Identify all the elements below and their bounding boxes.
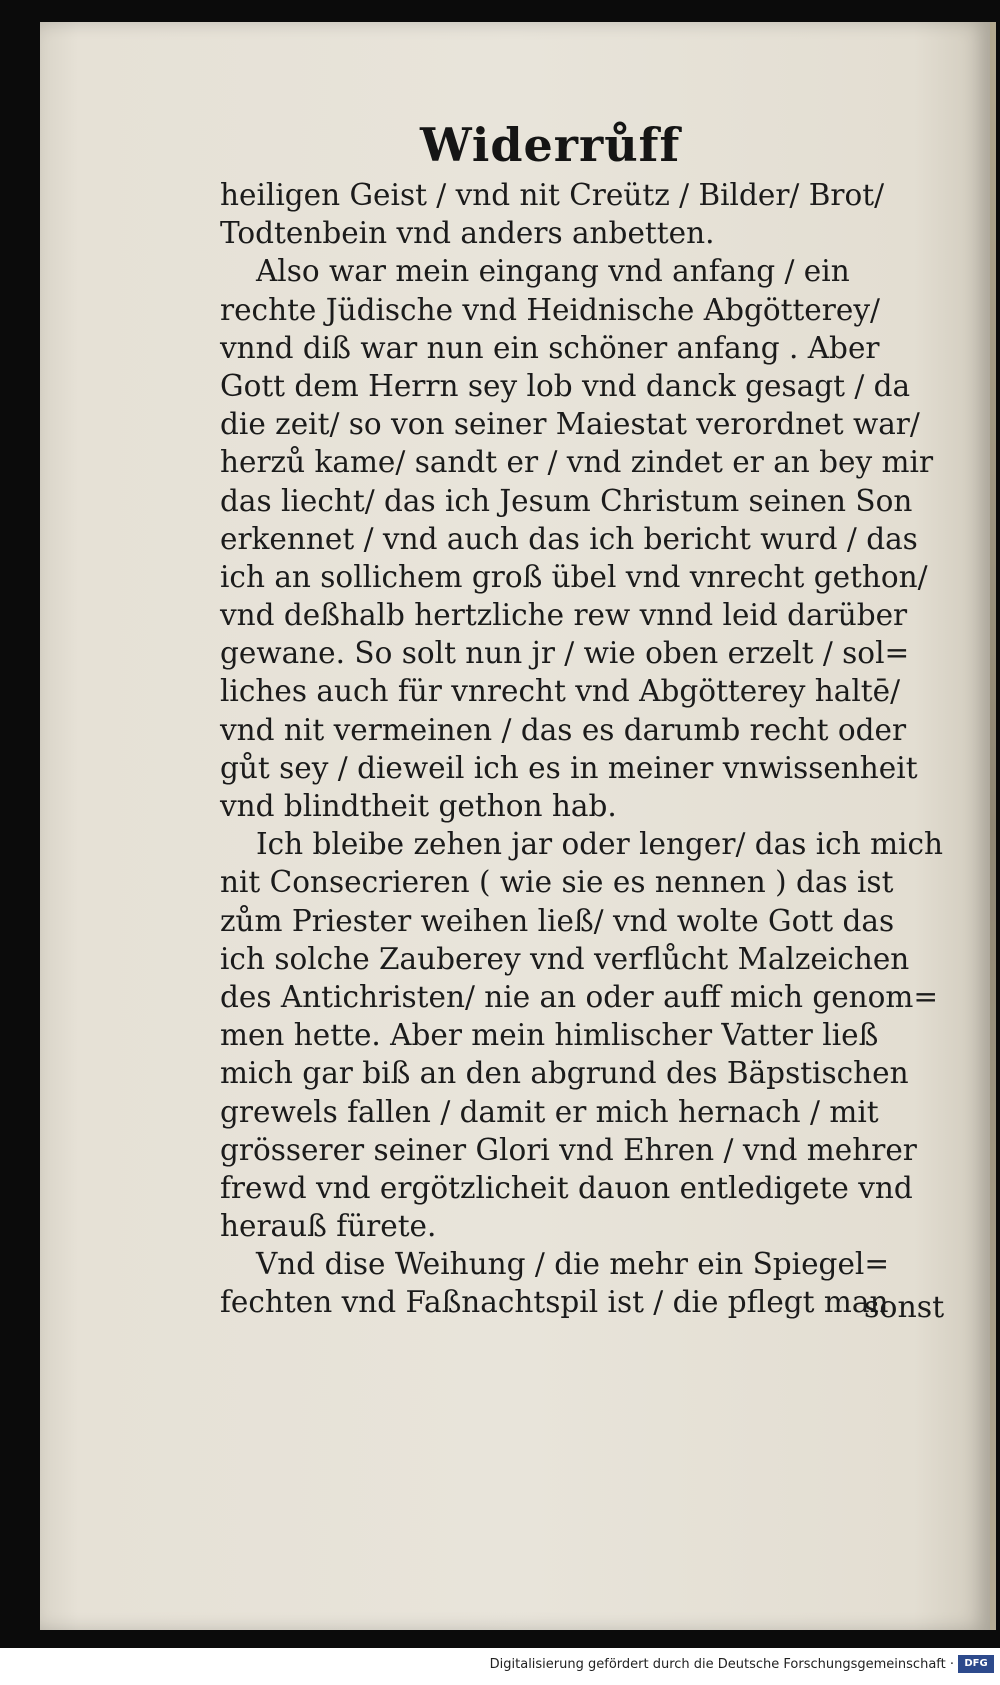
text-line: vnnd diß war nun ein schöner anfang . Aber (220, 330, 880, 365)
text-line: Gott dem Herrn sey lob vnd danck gesagt / da (220, 368, 911, 403)
text-line: grewels fallen / damit er mich hernach / mit (220, 1094, 879, 1129)
text-line: grösserer seiner Glori vnd Ehren / vnd mehrer (220, 1132, 917, 1167)
text-line: frewd vnd ergötzlicheit dauon entledigete vnd (220, 1170, 913, 1205)
text-block (220, 176, 944, 1322)
text-line: ich an sollichem groß übel vnd vnrecht gethon/ (220, 559, 928, 594)
text-line: zům Priester weihen ließ/ vnd wolte Gott das (220, 903, 895, 938)
dfg-logo-icon: DFG (958, 1655, 994, 1673)
text-line: Todtenbein vnd anders anbetten. (220, 216, 715, 251)
page-edge (990, 22, 996, 1630)
text-line: men hette. Aber mein himlischer Vatter ließ (220, 1018, 879, 1053)
text-line: ich solche Zauberey vnd verflůcht Malzeichen (220, 941, 910, 976)
text-line: das liecht/ das ich Jesum Christum seinen Son (220, 483, 913, 518)
catchword: sonst (864, 1290, 945, 1325)
text-line: vnd blindtheit gethon hab. (220, 789, 617, 823)
text-line: die zeit/ so von seiner Maiestat verordnet war/ (220, 407, 920, 442)
text-line: vnd deßhalb hertzliche rew vnnd leid darüber (220, 598, 908, 633)
footer-credit: Digitalisierung gefördert durch die Deutsche Forschungsgemeinschaft · (489, 1657, 954, 1672)
text-line: liches auch für vnrecht vnd Abgötterey haltē/ (220, 674, 901, 709)
text-line: Vnd dise Weihung / die mehr ein Spiegel= (256, 1247, 890, 1282)
text-line: Also war mein eingang vnd anfang / ein (256, 254, 850, 289)
text-line: fechten vnd Faßnachtspil ist / die pflegt man (220, 1285, 889, 1320)
text-line: heiligen Geist / vnd nit Creütz / Bilder/ Brot/ (220, 178, 885, 212)
text-line: rechte Jüdische vnd Heidnische Abgötterey/ (220, 292, 880, 327)
footer (0, 1653, 1000, 1681)
text-line: herzů kame/ sandt er / vnd zindet er an bey mir (220, 445, 934, 480)
text-line: vnd nit vermeinen / das es darumb recht oder (220, 712, 907, 747)
text-line: herauß fürete. (220, 1209, 437, 1244)
text-line: des Antichristen/ nie an oder auff mich genom= (220, 979, 939, 1014)
running-head: Widerrůff (420, 118, 681, 172)
text-line: nit Consecrieren ( wie sie es nennen ) das ist (220, 865, 894, 900)
text-line: gewane. So solt nun jr / wie oben erzelt / sol= (220, 636, 910, 671)
text-line: erkennet / vnd auch das ich bericht wurd / das (220, 521, 918, 556)
text-line: Ich bleibe zehen jar oder lenger/ das ich mich (256, 827, 944, 862)
text-line: mich gar biß an den abgrund des Bäpstischen (220, 1056, 909, 1091)
text-line: gůt sey / dieweil ich es in meiner vnwissenheit (220, 750, 918, 785)
